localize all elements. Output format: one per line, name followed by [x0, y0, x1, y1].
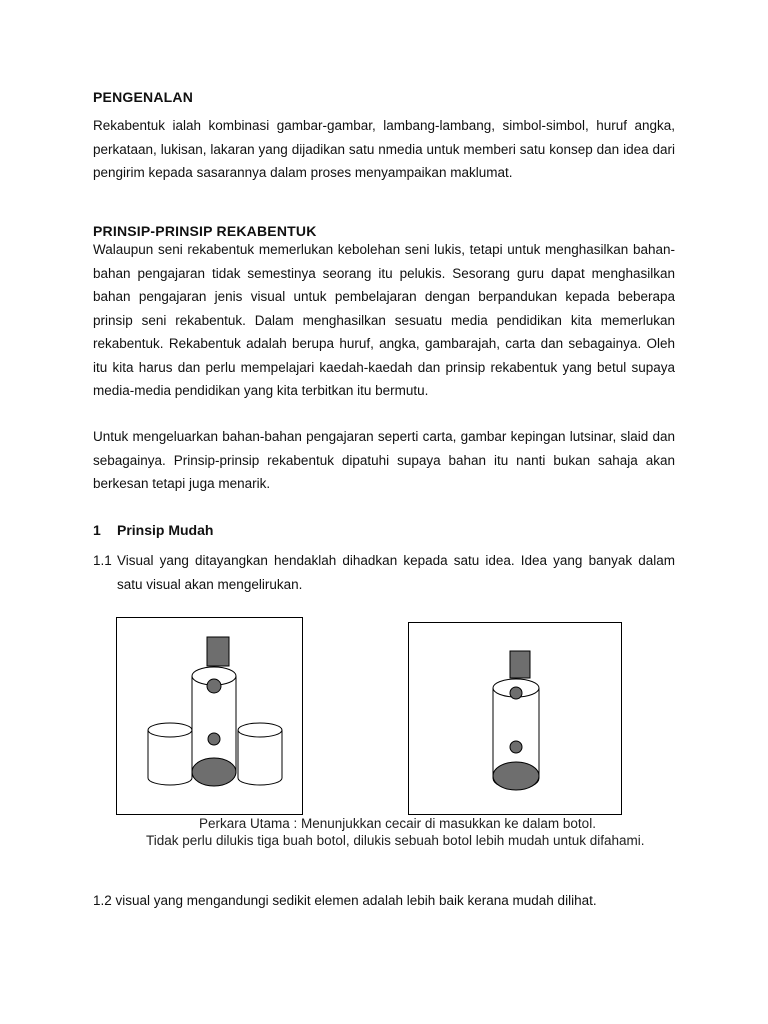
- three-bottles-illustration: [117, 618, 302, 814]
- liquid-drop: [208, 733, 220, 745]
- heading-pengenalan: PENGENALAN: [93, 89, 194, 105]
- liquid-bottom: [493, 762, 539, 790]
- single-bottle: [493, 679, 539, 790]
- paragraph-prinsip-1: Walaupun seni rekabentuk memerlukan kebolehan seni lukis, tetapi untuk menghasilkan bahan-bahan pengajaran tidak semestinya seorang itu pelukis. Sesorang guru dapat menghasilkan bahan pengajaran jenis visual untuk pembelajaran dengan berpandukan kepada beberapa prinsip seni rekabentuk. Dalam menghasilkan sesuatu media pendidikan kita memerlukan rekabentuk. Rekabentuk adalah berupa huruf, angka, gambarajah, carta dan sebagainya. Oleh itu kita harus dan perlu mempelajari kaedah-kaedah dan prinsip rekabentuk yang betul supaya media-media pendidikan yang kita terbitkan itu bermutu.: [93, 242, 675, 398]
- paragraph-prinsip-2: Untuk mengeluarkan bahan-bahan pengajaran seperti carta, gambar kepingan lutsinar, slaid dan sebagainya. Prinsip-prinsip rekabentuk dipatuhi supaya bahan itu nanti bukan sahaja akan berkesan tetapi juga menarik.: [93, 429, 675, 491]
- single-bottle-illustration: [409, 623, 621, 814]
- paragraph-pengenalan: Rekabentuk ialah kombinasi gambar-gambar, lambang-lambang, simbol-simbol, huruf angka, perkataan, lukisan, lakaran yang dijadikan satu nmedia untuk memberi satu konsep dan idea dari pengirim kepada sasarannya dalam proses menyampaikan maklumat.: [93, 118, 675, 180]
- bottle-stopper: [207, 637, 229, 666]
- subheading-prinsip-mudah: [93, 521, 675, 539]
- liquid-drop: [510, 741, 522, 753]
- center-bottle: [192, 667, 236, 786]
- liquid-bottom: [192, 758, 236, 786]
- list-item-1-2: 1.2 visual yang mengandungi sedikit elemen adalah lebih baik kerana mudah dilihat.: [93, 893, 597, 908]
- heading-prinsip-rekabentuk: PRINSIP-PRINSIP REKABENTUK: [93, 223, 317, 239]
- subheading-title: Prinsip Mudah: [117, 522, 214, 538]
- liquid-drop: [510, 687, 522, 699]
- figure-three-bottles: [116, 617, 303, 815]
- side-bottle-right: [238, 723, 282, 785]
- figure-caption-line-1: Perkara Utama : Menunjukkan cecair di masukkan ke dalam botol.: [199, 816, 596, 831]
- side-bottle-left: [148, 723, 192, 785]
- bottle-stopper: [510, 651, 530, 678]
- subheading-number: 1: [93, 522, 101, 538]
- list-item-1-1: [93, 549, 675, 596]
- list-item-text: Visual yang ditayangkan hendaklah dihadkan kepada satu idea. Idea yang banyak dalam satu visual akan mengelirukan.: [117, 553, 675, 592]
- liquid-drop: [207, 679, 221, 693]
- list-item-number: 1.1: [93, 553, 112, 568]
- figure-caption-line-2: Tidak perlu dilukis tiga buah botol, dilukis sebuah botol lebih mudah untuk difahami.: [146, 833, 645, 848]
- figure-single-bottle: [408, 622, 622, 815]
